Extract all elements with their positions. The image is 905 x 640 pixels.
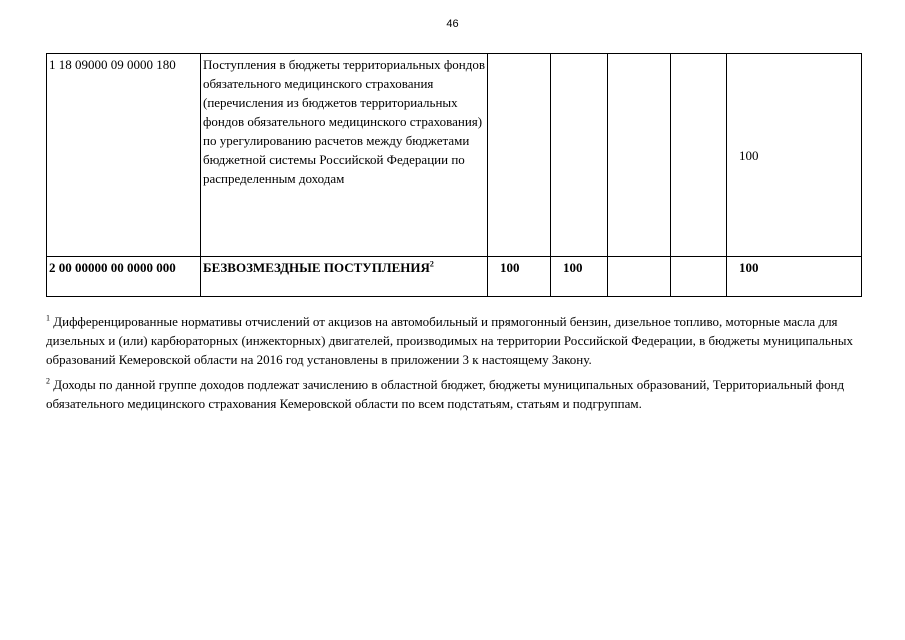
budget-code-cell: 2 00 00000 00 0000 000	[47, 257, 201, 297]
revenue-name-text: БЕЗВОЗМЕЗДНЫЕ ПОСТУПЛЕНИЯ	[203, 260, 430, 275]
revenue-name-cell	[201, 257, 488, 297]
value-cell-1: 100	[488, 257, 551, 297]
footnote-marker: 2	[46, 376, 50, 386]
footnote-text: Дифференцированные нормативы отчислений от акцизов на автомобильный и прямогонный бензин, дизельное топливо, моторные масла для дизельных и (или) карбюраторных (инжекторных) двигателей, производимых на территории Российской Федерации, в бюджеты муниципальных образований Кемеровской области на 2016 год установлены в приложении 3 к настоящему Закону.	[46, 314, 854, 367]
table-row	[47, 54, 862, 257]
budget-code-cell: 1 18 09000 09 0000 180	[47, 54, 201, 257]
value-cell-2: 100	[551, 257, 608, 297]
revenue-name-cell: Поступления в бюджеты территориальных фондов обязательного медицинского страхования (перечисления из бюджетов территориальных фондов обязательного медицинского страхования) по урегулированию расчетов между бюджетами бюджетной системы Российской Федерации по распределенным доходам	[201, 54, 488, 257]
revenue-table	[46, 53, 862, 297]
table-row	[47, 257, 862, 297]
footnote-marker: 1	[46, 313, 50, 323]
footnote	[46, 312, 861, 369]
value-cell-1	[488, 54, 551, 257]
value-cell-3	[608, 257, 671, 297]
value-cell-4	[671, 54, 727, 257]
footnote-text: Доходы по данной группе доходов подлежат зачислению в областной бюджет, бюджеты муниципальных образований, Территориальный фонд обязательного медицинского страхования Кемеровской области по всем подстатьям, статьям и подгруппам.	[46, 377, 845, 411]
value-cell-4	[671, 257, 727, 297]
footnotes	[46, 312, 861, 419]
footnote	[46, 375, 861, 413]
page-number: 46	[446, 18, 459, 30]
value-cell-5: 100	[727, 54, 862, 257]
value-cell-5: 100	[727, 257, 862, 297]
value-cell-3	[608, 54, 671, 257]
value-cell-2	[551, 54, 608, 257]
footnote-ref: 2	[429, 259, 434, 269]
